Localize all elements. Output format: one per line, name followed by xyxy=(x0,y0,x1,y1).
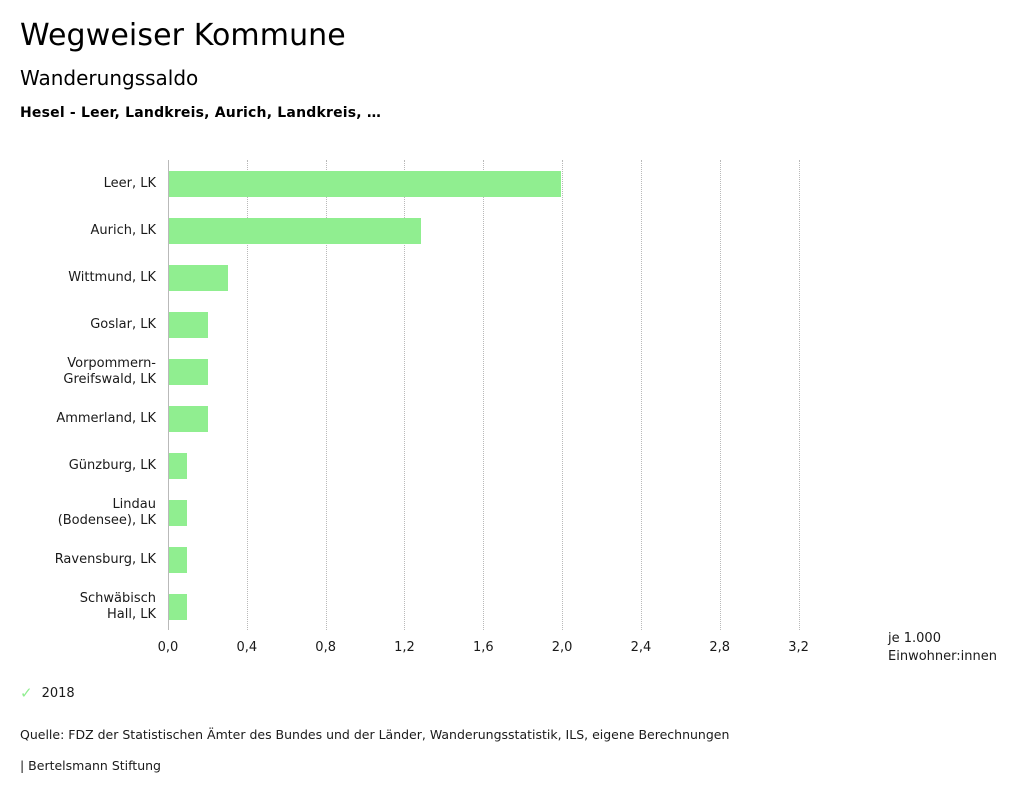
x-axis-ticks xyxy=(157,640,838,660)
chart-legend[interactable] xyxy=(20,686,75,701)
check-icon: ✓ xyxy=(20,684,33,702)
x-tick-label: 2,4 xyxy=(630,640,652,655)
x-tick-label: 3,2 xyxy=(788,640,809,655)
brand-note: | Bertelsmann Stiftung xyxy=(20,758,161,773)
bar[interactable] xyxy=(169,359,208,385)
category-label-line: (Bodensee), LK xyxy=(57,513,156,528)
category-label-line: Hall, LK xyxy=(107,607,156,622)
x-tick-label: 0,0 xyxy=(157,640,179,655)
category-label-line: Goslar, LK xyxy=(90,317,156,332)
bar[interactable] xyxy=(169,547,187,573)
category-label-line: Aurich, LK xyxy=(90,223,156,238)
category-label xyxy=(0,497,156,529)
legend-item-label[interactable]: 2018 xyxy=(41,686,75,701)
unit-line-1: je 1.000 xyxy=(888,631,941,646)
bar-chart xyxy=(0,150,1024,664)
category-label xyxy=(0,176,156,192)
bar-row xyxy=(54,536,838,583)
page-title: Wegweiser Kommune xyxy=(20,18,346,53)
x-tick-label: 2,0 xyxy=(551,640,573,655)
category-label-line: Günzburg, LK xyxy=(68,458,156,473)
category-label xyxy=(0,591,156,623)
bar-row xyxy=(103,160,838,207)
category-label-line: Vorpommern- xyxy=(67,356,156,371)
bar-row xyxy=(63,348,838,395)
category-label-line: Lindau xyxy=(112,497,156,512)
plot-area xyxy=(54,160,838,630)
category-label xyxy=(0,356,156,388)
bar-row xyxy=(68,254,838,301)
bar-row xyxy=(79,583,838,630)
source-note: Quelle: FDZ der Statistischen Ämter des Bundes und der Länder, Wanderungsstatistik, ILS, eigene Berechnungen xyxy=(20,727,730,742)
category-label xyxy=(0,270,156,286)
bar[interactable] xyxy=(169,218,421,244)
bar[interactable] xyxy=(169,171,561,197)
bar-row xyxy=(68,442,838,489)
bar-row xyxy=(90,207,838,254)
category-label-line: Leer, LK xyxy=(103,176,156,191)
x-tick-label: 0,8 xyxy=(315,640,336,655)
bar[interactable] xyxy=(169,312,208,338)
bar[interactable] xyxy=(169,453,187,479)
x-tick-label: 1,2 xyxy=(394,640,415,655)
category-label-line: Greifswald, LK xyxy=(63,372,156,387)
selected-regions-label: Hesel - Leer, Landkreis, Aurich, Landkreis, … xyxy=(20,105,382,121)
unit-line-2: Einwohner:innen xyxy=(888,649,997,664)
x-tick-label: 2,8 xyxy=(709,640,731,655)
category-label xyxy=(0,223,156,239)
x-axis-unit xyxy=(888,630,1018,666)
bar[interactable] xyxy=(169,594,187,620)
category-label-line: Ammerland, LK xyxy=(56,411,156,426)
bar[interactable] xyxy=(169,265,228,291)
bar[interactable] xyxy=(169,500,187,526)
category-label-line: Wittmund, LK xyxy=(68,270,156,285)
bar[interactable] xyxy=(169,406,208,432)
chart-subtitle: Wanderungssaldo xyxy=(20,66,199,90)
bar-row xyxy=(57,489,838,536)
category-label xyxy=(0,458,156,474)
x-tick-label: 1,6 xyxy=(472,640,494,655)
bar-rows xyxy=(54,160,838,630)
bar-row xyxy=(90,301,838,348)
x-tick-label: 0,4 xyxy=(236,640,258,655)
category-label xyxy=(0,552,156,568)
category-label-line: Ravensburg, LK xyxy=(54,552,156,567)
category-label xyxy=(0,317,156,333)
bar-row xyxy=(56,395,838,442)
category-label xyxy=(0,411,156,427)
category-label-line: Schwäbisch xyxy=(79,591,156,606)
